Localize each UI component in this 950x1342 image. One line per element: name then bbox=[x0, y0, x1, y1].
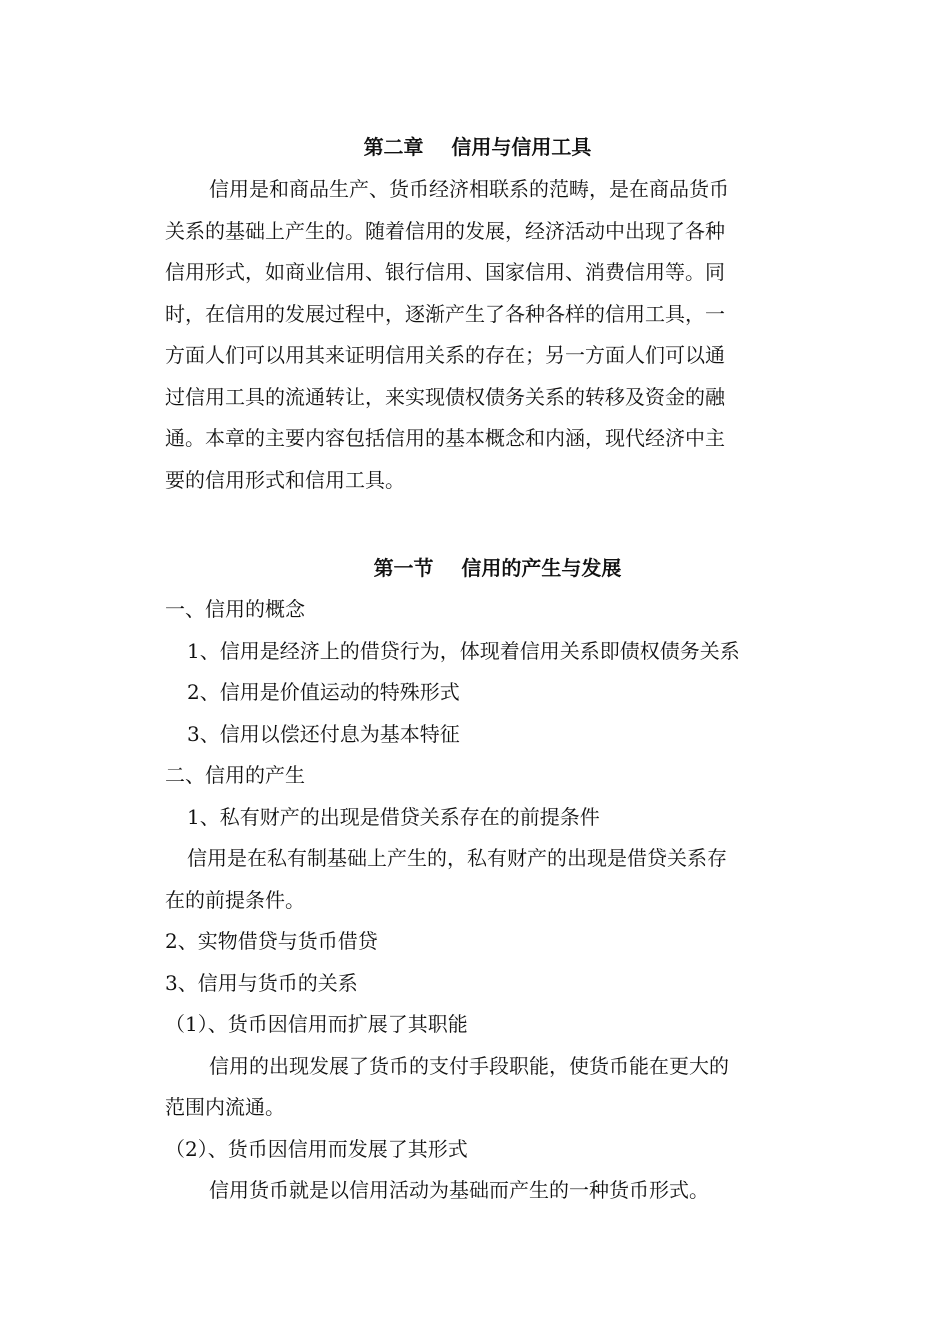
paragraph-line: 信用的出现发展了货币的支付手段职能，使货币能在更大的 bbox=[209, 1054, 729, 1078]
intro-line-5: 方面人们可以用其来证明信用关系的存在；另一方面人们可以通 bbox=[165, 343, 725, 367]
intro-line-1: 信用是和商品生产、货币经济相联系的范畴，是在商品货币 bbox=[209, 177, 729, 201]
section-title: 第一节 信用的产生与发展 bbox=[373, 556, 622, 580]
paragraph-line: 信用货币就是以信用活动为基础而产生的一种货币形式。 bbox=[209, 1178, 709, 1202]
list-item: 2、实物借贷与货币借贷 bbox=[165, 929, 378, 953]
paragraph-line: 在的前提条件。 bbox=[165, 888, 305, 912]
intro-line-8: 要的信用形式和信用工具。 bbox=[165, 468, 405, 492]
list-item: 3、信用以偿还付息为基本特征 bbox=[187, 722, 460, 746]
sub-item: （2）、货币因信用而发展了其形式 bbox=[165, 1137, 468, 1161]
intro-line-3: 信用形式，如商业信用、银行信用、国家信用、消费信用等。同 bbox=[165, 260, 725, 284]
chapter-title: 第二章 信用与信用工具 bbox=[363, 135, 592, 159]
intro-line-2: 关系的基础上产生的。随着信用的发展，经济活动中出现了各种 bbox=[165, 219, 725, 243]
intro-line-6: 过信用工具的流通转让，来实现债权债务关系的转移及资金的融 bbox=[165, 385, 725, 409]
list-item: 1、私有财产的出现是借贷关系存在的前提条件 bbox=[187, 805, 600, 829]
paragraph-line: 范围内流通。 bbox=[165, 1095, 285, 1119]
intro-line-7: 通。本章的主要内容包括信用的基本概念和内涵，现代经济中主 bbox=[165, 426, 725, 450]
list-item: 3、信用与货币的关系 bbox=[165, 971, 358, 995]
heading-credit-origin: 二、信用的产生 bbox=[165, 763, 305, 787]
heading-credit-concept: 一、信用的概念 bbox=[165, 597, 305, 621]
list-item: 1、信用是经济上的借贷行为，体现着信用关系即债权债务关系 bbox=[187, 639, 740, 663]
paragraph-line: 信用是在私有制基础上产生的，私有财产的出现是借贷关系存 bbox=[187, 846, 727, 870]
list-item: 2、信用是价值运动的特殊形式 bbox=[187, 680, 460, 704]
sub-item: （1）、货币因信用而扩展了其职能 bbox=[165, 1012, 468, 1036]
intro-line-4: 时，在信用的发展过程中，逐渐产生了各种各样的信用工具，一 bbox=[165, 302, 725, 326]
